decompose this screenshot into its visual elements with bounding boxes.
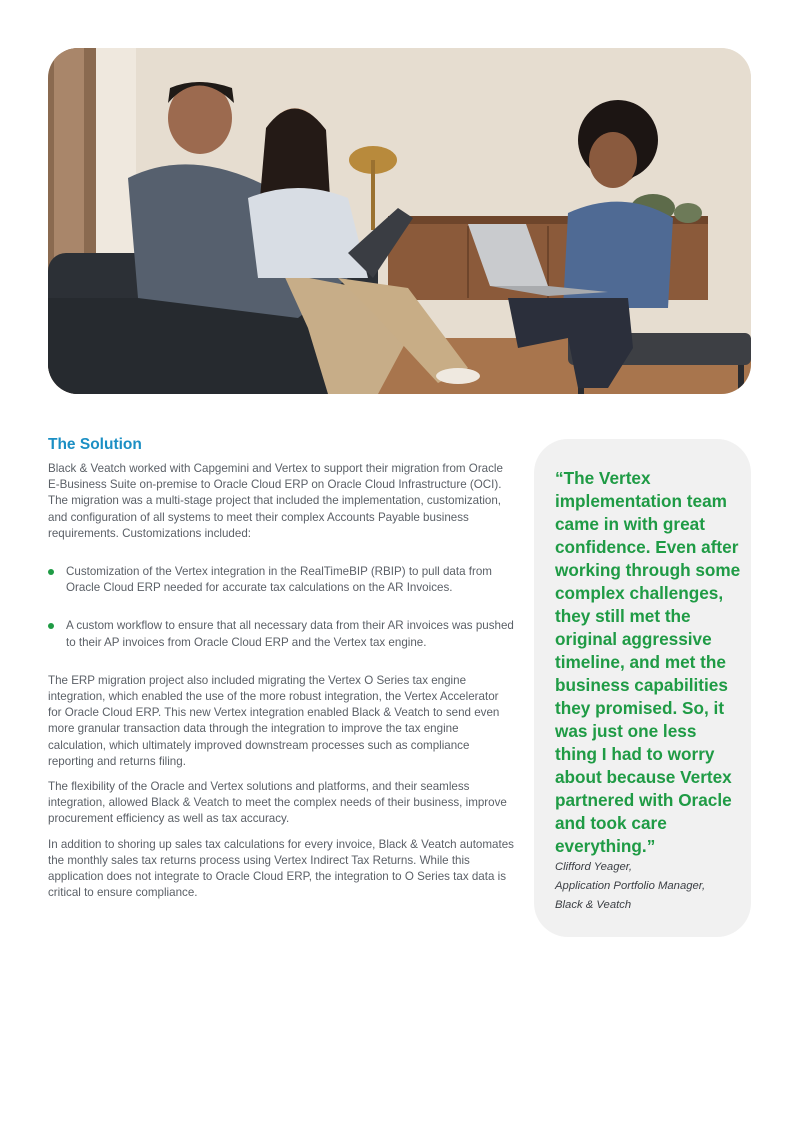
attribution-company: Black & Veatch — [555, 899, 632, 911]
section-title: The Solution — [48, 436, 142, 453]
body-paragraph: In addition to shoring up sales tax calculations for every invoice, Black & Veatch automates the monthly sales tax returns process using Vertex Indirect Tax Returns. While this application does not integrate to Oracle Cloud ERP, the integration to O Series tax data is critical to ensure compliance. — [48, 837, 514, 900]
bullet-dot-icon — [48, 569, 54, 575]
solution-body — [48, 461, 514, 910]
list-item — [48, 564, 514, 596]
customizations-list — [48, 564, 514, 651]
bullet-dot-icon — [48, 623, 54, 629]
testimonial-quote: “The Vertex implementation team came in with great confidence. Even after working through some complex challenges, they still met the original aggressive timeline, and met the business capabilities they promised. So, it was just one less thing I had to worry about because Vertex partnered with Oracle and took care everything.” — [555, 468, 741, 856]
body-paragraph: The ERP migration project also included migrating the Vertex O Series tax engine integration, which enabled the use of the more robust integration, the Vertex Accelerator for Oracle Cloud ERP. This new Vertex integration enabled Black & Veatch to send even more granular transaction data through the integration to improve the tax engine calculation, which ultimately improved downstream processes such as compliance reporting and returns filing. — [48, 673, 500, 768]
attribution-role: Application Portfolio Manager, — [555, 880, 706, 892]
list-item-text: Customization of the Vertex integration in the RealTimeBIP (RBIP) to pull data from Oracle Cloud ERP needed for accurate tax calculations on the AR Invoices. — [66, 565, 492, 595]
body-paragraph: The flexibility of the Oracle and Vertex solutions and platforms, and their seamless integration, allowed Black & Veatch to meet the complex needs of their business, improve procurement efficiency as well as tax accuracy. — [48, 780, 507, 826]
list-item-text: A custom workflow to ensure that all necessary data from their AR invoices was pushed to their AP invoices from Oracle Cloud ERP and the Vertex tax engine. — [66, 619, 514, 649]
testimonial-attribution — [555, 858, 745, 915]
list-item — [48, 618, 514, 650]
attribution-name: Clifford Yeager, — [555, 861, 633, 873]
hero-photo — [48, 48, 751, 394]
photo-illustration-icon — [48, 48, 751, 394]
testimonial-card — [534, 439, 751, 937]
intro-paragraph: Black & Veatch worked with Capgemini and Vertex to support their migration from Oracle E-Business Suite on-premise to Oracle Cloud ERP on Oracle Cloud Infrastructure (OCI). The migration was a multi-stage project that included the implementation, customization, and configuration of all systems to meet their complex Accounts Payable business requirements. Customizations included: — [48, 462, 503, 540]
